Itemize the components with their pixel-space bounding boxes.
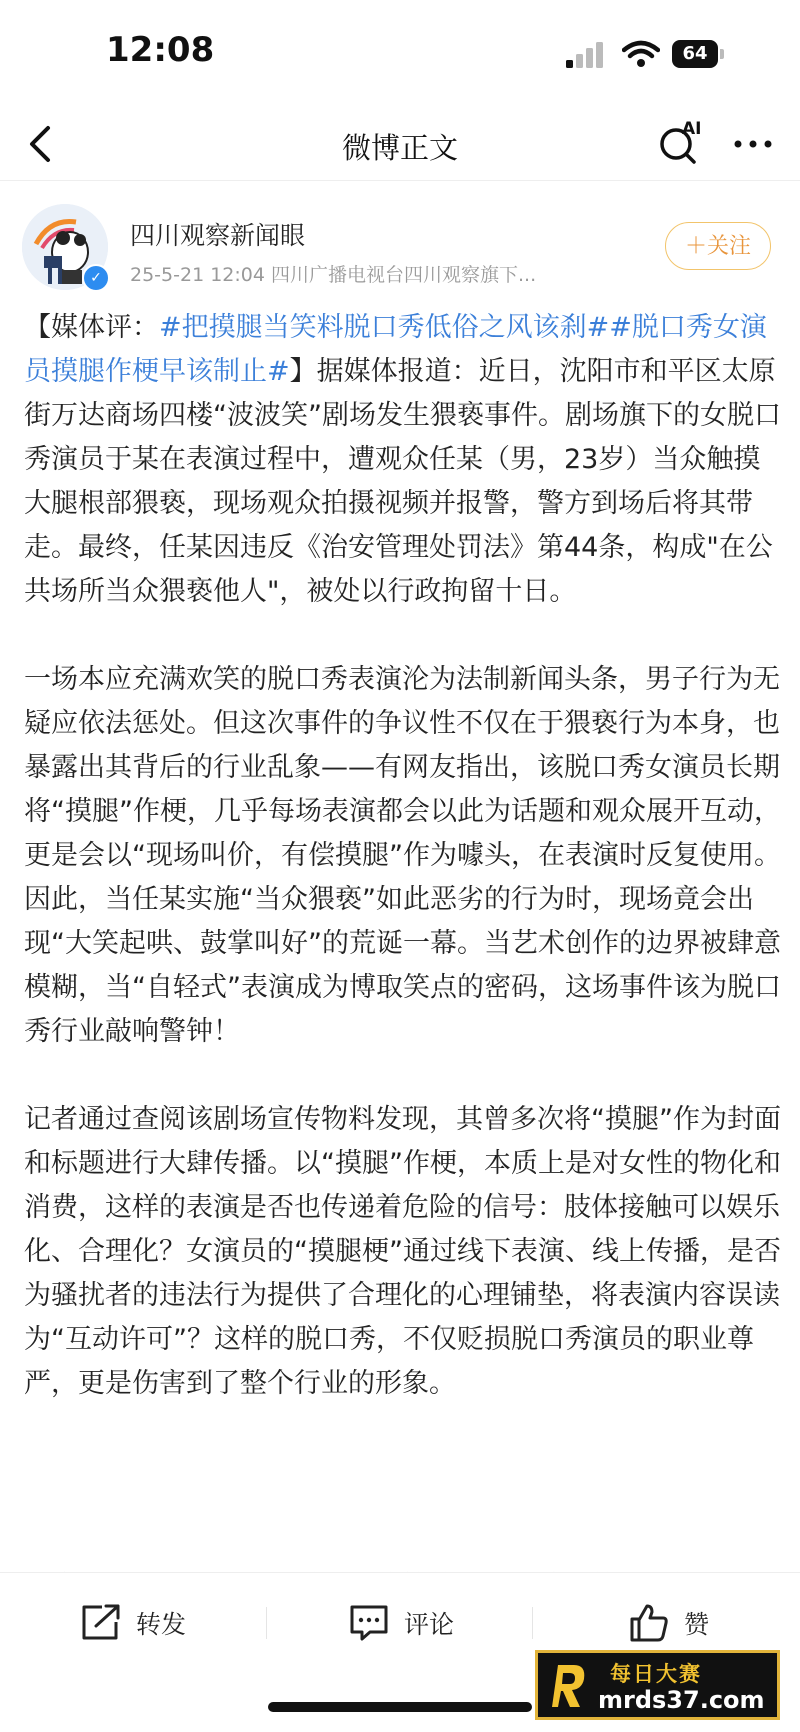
post-paragraph: 记者通过查阅该剧场宣传物料发现，其曾多次将“摸腿”作为封面和标题进行大肆传播。以“摸腿”作梗，本质上是对女性的物化和消费，这样的表演是否也传递着危险的信号：肢体接触可以娱乐化、合理化？女演员的“摸腿梗”通过线下表演、线上传播，是否为骚扰者的违法行为提供了合理化的心理铺垫，将表演内容误读为“互动许可”？这样的脱口秀，不仅贬损脱口秀演员的职业尊严，更是伤害到了整个行业的形象。 <box>24 1104 781 1399</box>
ai-label: AI <box>682 119 702 139</box>
post-meta: 25-5-21 12:04 四川广播电视台四川观察旗下... <box>130 264 537 286</box>
author-name[interactable]: 四川观察新闻眼 <box>130 221 306 250</box>
comment-icon <box>348 1604 390 1642</box>
nav-bar <box>0 110 800 181</box>
ai-search-icon[interactable] <box>656 116 706 168</box>
watermark-logo-icon <box>546 1657 590 1713</box>
home-indicator <box>268 1702 532 1712</box>
post-paragraph: 一场本应充满欢笑的脱口秀表演沦为法制新闻头条，男子行为无疑应依法惩处。但这次事件的争议性不仅在于猥亵行为本身，也暴露出其背后的行业乱象——有网友指出，该脱口秀女演员长期将“摸腿”作梗，几乎每场表演都会以此为话题和观众展开互动，更是会以“现场叫价，有偿摸腿”作为噱头，在表演时反复使用。因此，当任某实施“当众猥亵”如此恶劣的行为时，现场竟会出现“大笑起哄、鼓掌叫好”的荒诞一幕。当艺术创作的边界被肆意模糊，当“自轻式”表演成为博取笑点的密码，这场事件该为脱口秀行业敲响警钟！ <box>24 664 781 1047</box>
repost-button[interactable] <box>80 1603 186 1643</box>
watermark-cn-text: 每日大赛 <box>610 1662 702 1686</box>
comment-button[interactable] <box>348 1603 454 1643</box>
repost-label: 转发 <box>136 1610 187 1639</box>
status-bar <box>0 0 800 110</box>
more-options-icon[interactable] <box>730 124 776 164</box>
follow-button[interactable]: ＋关注 <box>665 222 771 270</box>
status-time: 12:08 <box>106 30 215 70</box>
watermark-badge <box>535 1650 780 1720</box>
topic-link[interactable]: #把摸腿当笑料脱口秀低俗之风该刹##脱口秀女演员摸腿作梗早该制止# <box>24 312 767 387</box>
like-label: 赞 <box>684 1610 710 1639</box>
comment-label: 评论 <box>404 1610 455 1639</box>
author-header <box>0 190 800 290</box>
post-paragraph <box>24 306 784 614</box>
watermark-url-text: mrds37.com <box>598 1686 765 1714</box>
bracket-close: 】 <box>289 356 317 387</box>
cellular-signal-icon <box>566 42 606 68</box>
wifi-icon <box>622 40 660 68</box>
bracket-open: 【媒体评： <box>24 312 159 343</box>
repost-icon <box>80 1604 122 1642</box>
thumbs-up-icon <box>628 1603 670 1643</box>
paragraph-text: 据媒体报道：近日，沈阳市和平区太原街万达商场四楼“波波笑”剧场发生猥亵事件。剧场旗下的女脱口秀演员于某在表演过程中，遭观众任某（男，23岁）当众触摸大腿根部猥亵，现场观众拍摄视频并报警，警方到场后将其带走。最终，任某因违反《治安管理处罚法》第44条，构成"在公共场所当众猥亵他人"，被处以行政拘留十日。 <box>24 356 781 607</box>
post-body <box>24 306 784 1450</box>
like-button[interactable] <box>628 1603 709 1643</box>
page-title: 微博正文 <box>341 131 458 165</box>
battery-level: 64 <box>672 40 718 68</box>
toolbar-divider <box>266 1607 267 1639</box>
verified-badge-icon: ✓ <box>82 264 110 292</box>
toolbar-divider <box>532 1607 533 1639</box>
battery-icon <box>672 40 724 68</box>
